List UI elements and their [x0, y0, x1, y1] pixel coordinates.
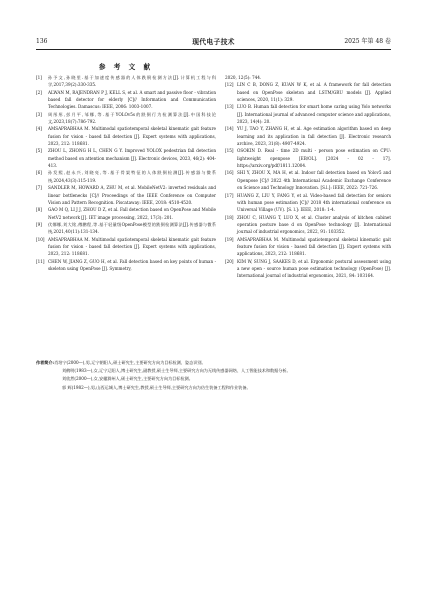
reference-number: [5] [36, 148, 42, 154]
reference-item [36, 147, 216, 169]
reference-text: AMSAPRABHAA M. Multimodal spatiotemporal skeletal kinematic gait feature fusion for vision - based fall detection [J]. Expert systems with applications, 2023, 212: 118681. [48, 236, 216, 257]
references-left-column [36, 74, 216, 272]
reference-item [225, 169, 391, 191]
reference-text: SANDLER M, HOWARD A, ZHU M, et al. MobileNetV2: inverted residuals and linear bottlenecks [C]// Proceedings of the IEEE Conference on Computer Vision and Pattern Recognition. Piscataway: IEEE, 2018: 4510-4520. [48, 185, 216, 205]
reference-item [225, 81, 391, 103]
reference-text: AMSAPRABHAA M. Multimodal spatiotemporal skeletal kinematic gait feature fusion for vision - based fall detection [J]. Expert systems with applications, 2023, 212: 118681. [48, 126, 216, 147]
reference-number: [12] [225, 82, 234, 88]
reference-item [36, 258, 216, 273]
reference-text: 周彤彤,彭月平,邹娜,等.基于YOLOv5s的跌倒行为检测算法[J].中国科技论文,2023,18(7):786-792. [48, 111, 216, 125]
reference-number: [20] [225, 258, 234, 264]
author-bio-text: 刘鹤明(1983—),女,辽宁辽阳人,博士研究生,副教授,硕士生导师,主要研究方向为无线传感器网络、人工智能技术和数据分析。 [62, 368, 291, 374]
reference-number: [14] [225, 126, 234, 132]
reference-number: [19] [225, 236, 234, 242]
reference-number: [15] [225, 148, 234, 154]
reference-item [225, 214, 391, 236]
reference-text: YU J, TAO Y, ZHANG H, et al. Age estimation algorithm based on deep learning and its application in fall detection [J]. Electronic research archive, 2023, 31(8): 4907-4924. [237, 126, 391, 147]
reference-number: [8] [36, 207, 42, 213]
references-right-column [225, 74, 391, 280]
reference-text: ZHOU L, ZHONG H L, CHEN G Y. Improved YOLOX pedestrian fall detection method based on attention mechanism [J]. Electronic devices, 2023, 46(2): 404-413. [48, 148, 216, 169]
reference-text: CHEN W, JIANG Z, GUO H, et al. Fall detection based on key points of human - skeleton using OpenPose [J]. Symmetry, [48, 258, 216, 271]
reference-number: [6] [36, 170, 42, 176]
reference-number: [17] [225, 192, 234, 198]
reference-item [225, 103, 391, 125]
reference-item [36, 206, 216, 221]
reference-item [225, 125, 391, 147]
author-bios [36, 359, 391, 392]
author-bio-text: 刘欣然(2000—),女,安徽滁州人,硕士研究生,主要研究方向为目标检测。 [62, 376, 193, 382]
author-bio-label: 作者简介: [36, 360, 55, 365]
reference-item [36, 111, 216, 126]
reference-text: 孙予文,孙晓里.基于加速度传感器的人体跌倒检测方法[J].计算机工程与科学,2017,39(2):330-335. [48, 75, 216, 88]
reference-item [225, 74, 391, 81]
reference-text: GAO M Q, LI J J, ZHOU D Z, et al. Fall detection based on OpenPose and Mobile NetV2 network [J]. IET image processing, 2022, 17(3): 201. [48, 207, 216, 220]
volume-info: 2025 年第 48 卷 [344, 38, 391, 45]
reference-number: [4] [36, 126, 42, 132]
reference-item [36, 89, 216, 111]
reference-number: [2] [36, 89, 42, 95]
reference-text: 伏娜娜,刘大铭,傅鹏程,等.基于轻量级OpenPose模型的跌倒检测算法[J].传感器与微系统,2021,40(11):131-134. [48, 221, 216, 235]
reference-number: [16] [225, 170, 234, 176]
page-number: 136 [36, 38, 48, 45]
reference-item [225, 236, 391, 258]
reference-item [36, 169, 216, 184]
reference-item [36, 74, 216, 89]
reference-number: [3] [36, 111, 42, 117]
reference-text: OSOKIN D. Real - time 2D multi - person pose estimation on CPU: lightweight openpose [EB/OL]. [2024 - 02 - 17]. https://arxiv.org/pdf/1811.12004. [237, 148, 391, 169]
journal-title: 现代电子技术 [192, 38, 235, 46]
author-bio-text: 郭 辉(1982—),男,山西运城人,博士研究生,教授,硕士生导师,主要研究方向为仿生装备工程和作业装备。 [62, 384, 251, 390]
reference-number: [18] [225, 214, 234, 220]
reference-text: LIN C B, DONG Z, KUAN W K, et al. A framework for fall detection based on OpenPose skeleton and LSTM/GRU models [J]. Applied sciences, 2020, 11(1): 329. [237, 82, 391, 103]
reference-item [36, 236, 216, 258]
author-bio [36, 375, 391, 383]
author-bio [36, 359, 391, 367]
reference-text: KIM W, SUNG J, SAAKES D, et al. Ergonomic postural assessment using a new open - source human pose estimation technology (OpenPose) [J]. International journal of industrial ergonomics, 2021, 84: 103164. [237, 258, 391, 279]
reference-item [225, 147, 391, 169]
reference-number: [13] [225, 104, 234, 110]
reference-text: HUANG Z, LIU Y, FANG Y, et al. Video-based fall detection for seniors with human pose estimation [C]// 2018 4th international conference on Universal Village (UV). [S. l.]: IEEE, 2018: 1-4. [237, 192, 391, 213]
reference-item [225, 258, 391, 280]
reference-text: LUO B. Human fall detection for smart home caring using Yolo networks [J]. International journal of advanced computer science and applications, 2023, 14(4): 20. [237, 104, 391, 125]
reference-number: [1] [36, 75, 42, 80]
author-bio [36, 384, 391, 392]
reference-item [36, 125, 216, 147]
references-heading: 参 考 文 献 [98, 63, 154, 71]
reference-text: 2020, 12(5): 744. [225, 75, 262, 80]
reference-number: [10] [36, 236, 45, 242]
reference-item [36, 221, 216, 236]
author-bio-text: 肖培宁(2000—),男,辽宁朝阳人,硕士研究生,主要研究方向为目标检测、姿态识别。 [54, 360, 206, 365]
reference-text: SHI Y, ZHOU X, MA H, et al. Indoor fall detection based on Yolov5 and Openpose [C]// 2022 4th International Academic Exchange Conference on Science and Technology Innovation. [S.l.]: IEEE, 2022: 721-726. [237, 170, 391, 191]
reference-item [36, 184, 216, 206]
reference-text: AMSAPRABHAA M. Multimodal spatiotemporal skeletal kinematic gait feature fusion for vision - based fall detection [J]. Expert systems with applications, 2023, 212: 118681. [237, 236, 391, 257]
reference-text: ZHOU C, HUANG T, LUO X, et al. Cluster analysis of kitchen cabinet operation posture base d on OpenPose technology [J]. International journal of industrial ergonomics, 2022, 91: 103352. [237, 214, 391, 235]
author-bio [36, 367, 391, 375]
reference-text: ALWAN M, RAJENDRAN P J, KELL S, et al. A smart and passive floor - vibration based fall detector for elderly [C]// Information and Communication Technologies. Damascus: IEEE, 2006: 1003-1007. [48, 89, 216, 110]
reference-item [225, 192, 391, 214]
page-header [36, 37, 391, 50]
reference-number: [7] [36, 185, 42, 191]
reference-number: [9] [36, 221, 42, 227]
reference-number: [11] [36, 258, 45, 264]
reference-text: 孙发熙,赵永兴,刘晓亮,等.基于骨架特征的人体跌倒检测[J].传感器与微系统,2024,43(3):115-119. [48, 170, 216, 183]
